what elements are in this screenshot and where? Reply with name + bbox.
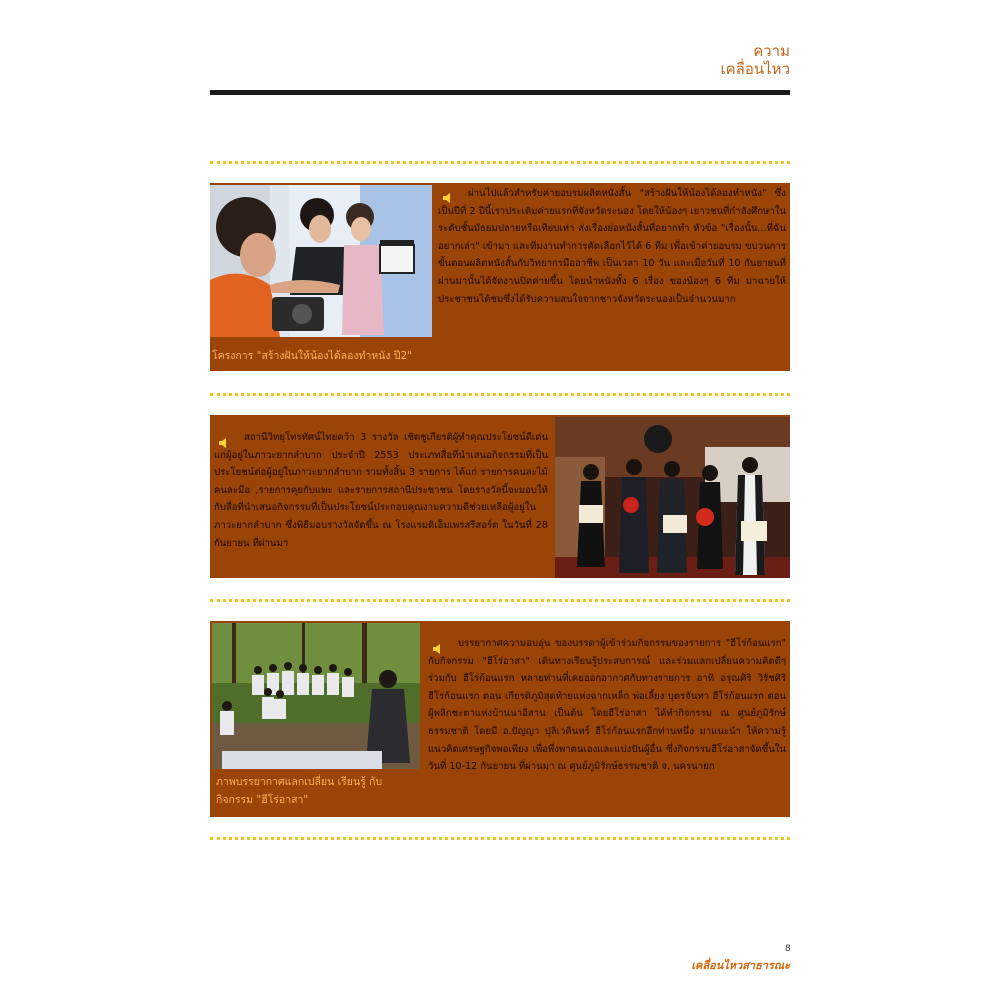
section-title-line1: ความ [753,42,790,60]
photo-caption-3-line2: กิจกรรม "ฮีโร่อาสา" [216,794,309,806]
photo-caption-3-line1: ภาพบรรยากาศแลกเปลี่ยน เรียนรู้ กับ [216,776,383,788]
news-body-1: ผ่านไปแล้วสำหรับค่ายอบรมผลิตหนังสั้น "สร้างฝันให้น้องได้ลองทำหนัง" ซึ่งเป็นปีที่ 2 ปีนี้เราประเดิมค่ายแรกที่จังหวัดระนอง โดยให้น้องๆ เยาวชนที่กำลังศึกษาในระดับชั้นมัธยมปลายหรือเทียบเท่า ส่งเรื่องย่อหนังสั้นที่อยากทำ หัวข้อ "เรื่องนั้น...ที่ฉันอยากเล่า" เข้ามา และทีมงานทำการคัดเลือกไว้ได้ 6 ทีม เพื่อเข้าค่ายอบรม ขบวนการ ขั้นตอนผลิตหนังสั้นกับวิทยากรมืออาชีพ เป็นเวลา 10 วัน และเมื่อวันที่ 10 กันยายนที่ผ่านมานั้นได้จัดงานปิดค่ายขึ้น โดยนำหนังทั้ง 6 เรื่อง ของน้องๆ 6 ทีม มาฉายให้ประชาชนได้ชมซึ่งได้รับความสนใจจากชาวจังหวัดระนองเป็นจำนวนมาก [438,188,786,305]
photo-caption-3 [216,773,422,809]
award-ceremony-photo [555,417,790,578]
dotted-divider [210,599,790,602]
page-number: 8 [785,944,791,954]
film-camp-photo [210,185,432,337]
news-block-2 [210,415,790,578]
news-block-1 [210,183,790,371]
section-title [721,42,790,78]
section-title-line2: เคลื่อนไหว [720,60,790,78]
photo-caption-1: โครงการ "สร้างฝันให้น้องได้ลองทำหนัง ปี2" [212,350,413,362]
header-rule [210,90,790,95]
dotted-divider [210,837,790,840]
news-body-3: บรรยากาศความอบอุ่น ของบรรดาผู้เข้าร่วมกิจกรรมของรายการ "ฮีโร่ก้อนแรก" กับกิจกรรม "ฮีโร่อาสา" เดินทางเรียนรู้ประสบการณ์ และร่วมแลกเปลี่ยนความคิดดีๆ ร่วมกับ ฮีโร่ก้อนแรก หลายท่านที่เคยออกอากาศกับทางรายการ อาทิ อรุณศิริ วิรัชศิริ ฮีโร่ก้อนแรก ตอน เกียรติภูมิสุดท้ายแห่งฉากเหล็ก พ่อเลี้ยง บุตรจันทา ฮีโร่ก้อนแรก ตอน ผู้พลิกชะตาแห่งบ้านนาอีสาน เป็นต้น โดยฮีโร่อาสา ได้ทำกิจกรรม ณ ศูนย์ภูมิรักษ์ธรรมชาติ โดยมี อ.ปัญญา ปุลิเวคินทร์ ฮีโร่ก้อนแรกอีกท่านหนึ่ง มาแนะนำ ให้ความรู้ แนวคิดเศรษฐกิจพอเพียง เพื่อพึ่งพาตนเองและแบ่งปันผู้อื่น ซึ่งกิจกรรมฮีโร่อาสาจัดขึ้นในวันที่ 10-12 กันยายน ที่ผ่านมา ณ ศูนย์ภูมิรักษ์ธรรมชาติ จ. นครนายก [428,638,786,773]
news-body-2: สถานีวิทยุโทรทัศน์ไทยคว้า 3 รางวัล เชิดชูเกียรติผู้ทำคุณประโยชน์ดีเด่นแก่ผู้อยู่ในภาวะยากลำบาก ประจำปี 2553 ประเภทสื่อที่นำเสนอกิจกรรมที่เป็นประโยชน์ต่อผู้อยู่ในภาวะยากลำบาก รวมทั้งสิ้น 3 รายการ ได้แก่ รายการคนละไม้คนละมือ ,รายการคุยกับแพะ และรายการสถานีประชาชน โดยรางวัลนี้จะมอบให้กับสื่อที่นำเสนอกิจกรรมที่เป็นประโยชน์ประกอบคุณงามความดีช่วยเหลือผู้อยู่ในภาวะยากลำบาก ซึ่งพิธีมอบรางวัลจัดขึ้น ณ โรงแรมดิเอ็มเพรสรีสอร์ต ในวันที่ 28 กันยายน ที่ผ่านมา [214,432,548,549]
hero-volunteer-photo [212,623,420,769]
news-block-3 [210,621,790,817]
dotted-divider [210,393,790,396]
footer-brand: เคลื่อนไหวสาธารณะ [691,959,790,972]
dotted-divider [210,161,790,164]
